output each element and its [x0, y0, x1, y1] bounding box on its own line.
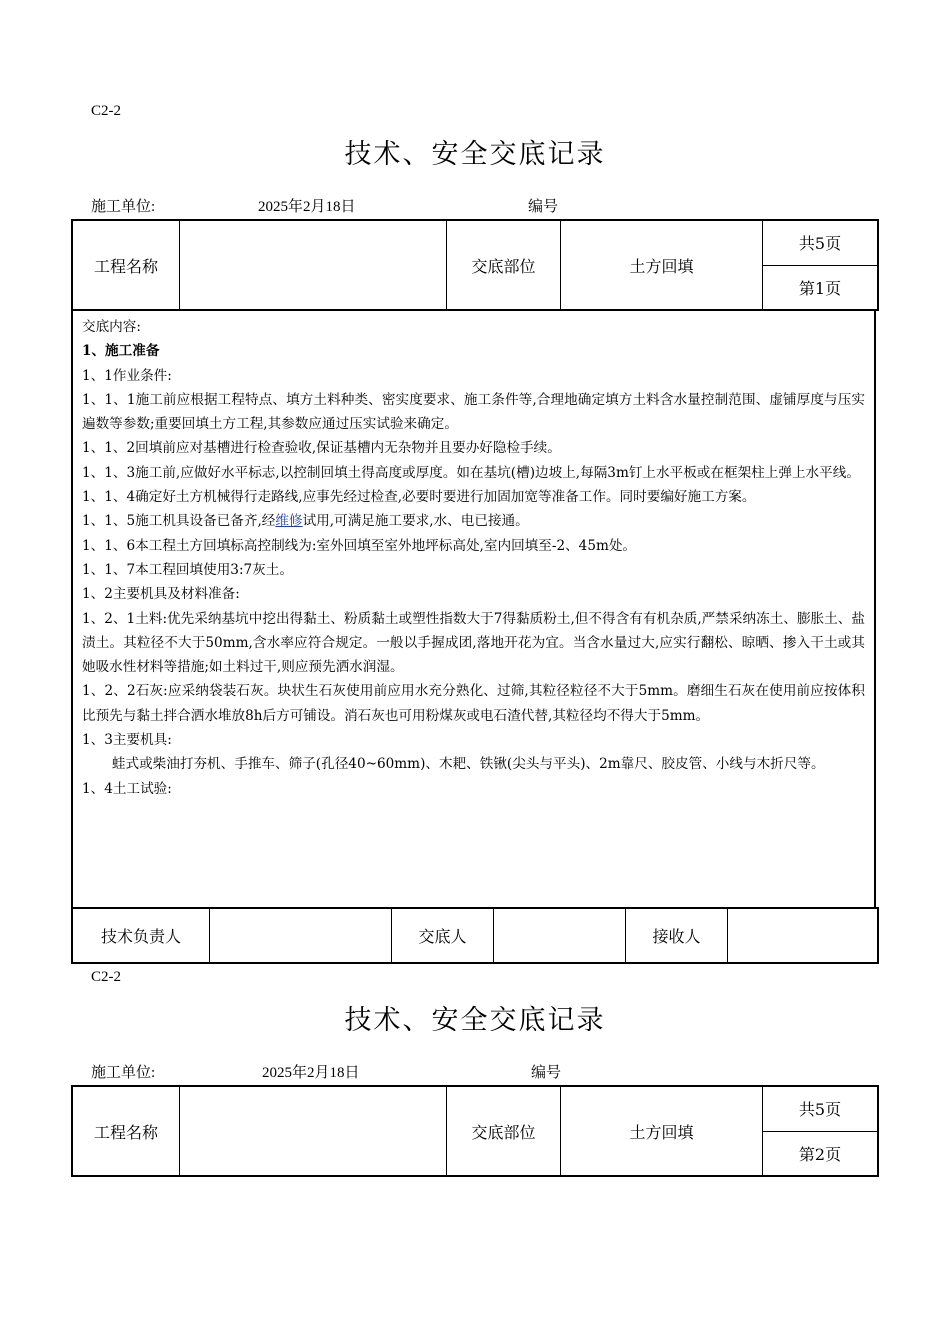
disclosure-content: [71, 309, 876, 908]
date-text: 2025年2月18日: [258, 199, 356, 215]
subsection-heading: 1、3主要机具:: [82, 732, 172, 749]
signature-table: [71, 907, 879, 964]
paragraph: 1、1、7本工程回填使用3:7灰土。: [82, 561, 293, 578]
project-name-label: 工程名称: [72, 1086, 180, 1176]
page-number: 第1页: [763, 265, 879, 310]
total-pages: 共5页: [763, 220, 879, 265]
location-label: 交底部位: [447, 220, 561, 310]
subsection-heading: 1、2主要机具及材料准备:: [82, 586, 240, 603]
paragraph: 1、1、3施工前,应做好水平标志,以控制回填土得高度或厚度。如在基坑(槽)边坡上,每隔3m钉上水平板或在框架柱上弹上水平线。: [82, 464, 860, 481]
location-value: 土方回填: [561, 220, 763, 310]
project-name-value: [180, 1086, 447, 1176]
project-name-value: [180, 220, 447, 310]
paragraph: 1、2、1土料:优先采纳基坑中挖出得黏土、粉质黏土或塑性指数大于7得黏质粉土,但不得含有有机杂质,严禁采纳冻土、膨胀土、盐渍土。其粒径不大于50mm,含水率应符合规定。一般以手握成团,落地开花为宜。当含水量过大,应实行翻松、晾晒、掺入干土或其她吸水性材料等措施;如土料过干,则应预先洒水润湿。: [82, 610, 865, 676]
location-label: 交底部位: [447, 1086, 561, 1176]
maintenance-link[interactable]: 维修: [275, 513, 303, 530]
paragraph: 1、1、1施工前应根据工程特点、填方土料种类、密实度要求、施工条件等,合理地确定填方土料含水量控制范围、虚铺厚度与压实遍数等参数;重要回填土方工程,其参数应通过压实试验来确定。: [82, 391, 865, 433]
paragraph: 1、1、4确定好土方机械得行走路线,应事先经过检查,必要时要进行加固加宽等准备工作。同时要编好施工方案。: [82, 489, 756, 506]
paragraph: 1、1、6本工程土方回填标高控制线为:室外回填至室外地坪标高处,室内回填至-2、45m处。: [82, 537, 637, 554]
total-pages: 共5页: [763, 1086, 879, 1131]
location-value: 土方回填: [561, 1086, 763, 1176]
number-label: 编号: [528, 199, 559, 215]
tech-lead-value: [210, 908, 392, 963]
number-label: 编号: [531, 1065, 562, 1081]
paragraph-text: 试用,可满足施工要求,水、电已接通。: [302, 513, 529, 530]
unit-label: 施工单位:: [91, 1065, 156, 1081]
discloser-value: [494, 908, 626, 963]
page-title: 技术、安全交底记录: [344, 1005, 606, 1036]
form-code: C2-2: [91, 969, 121, 985]
receiver-value: [728, 908, 879, 963]
form-code: C2-2: [91, 103, 121, 119]
subsection-heading: 1、4土工试验:: [82, 780, 172, 797]
header-table: [71, 219, 879, 311]
paragraph-text: 1、1、5施工机具设备已备齐,经: [82, 513, 276, 530]
page-number: 第2页: [763, 1131, 879, 1176]
header-table: [71, 1085, 879, 1177]
content-heading: 交底内容:: [82, 319, 141, 335]
unit-label: 施工单位:: [91, 199, 156, 215]
paragraph: 1、2、2石灰:应采纳袋装石灰。块状生石灰使用前应用水充分熟化、过筛,其粒径粒径不大于5mm。磨细生石灰在使用前应按体积比预先与黏土拌合洒水堆放8h后方可铺设。消石灰也可用粉煤灰或电石渣代替,其粒径均不得大于5mm。: [82, 683, 865, 724]
tech-lead-label: 技术负责人: [72, 908, 210, 963]
project-name-label: 工程名称: [72, 220, 180, 310]
receiver-label: 接收人: [626, 908, 728, 963]
section-heading: 1、施工准备: [82, 343, 160, 360]
paragraph: 1、1、2回填前应对基槽进行检查验收,保证基槽内无杂物并且要办好隐检手续。: [82, 440, 561, 457]
paragraph: [82, 509, 865, 533]
page-title: 技术、安全交底记录: [344, 139, 606, 170]
discloser-label: 交底人: [392, 908, 494, 963]
paragraph: 蛙式或柴油打夯机、手推车、筛子(孔径40~60mm)、木耙、铁锹(尖头与平头)、2m靠尺、胶皮管、小线与木折尺等。: [111, 756, 825, 773]
subsection-heading: 1、1作业条件:: [82, 367, 172, 384]
date-text: 2025年2月18日: [262, 1065, 360, 1081]
